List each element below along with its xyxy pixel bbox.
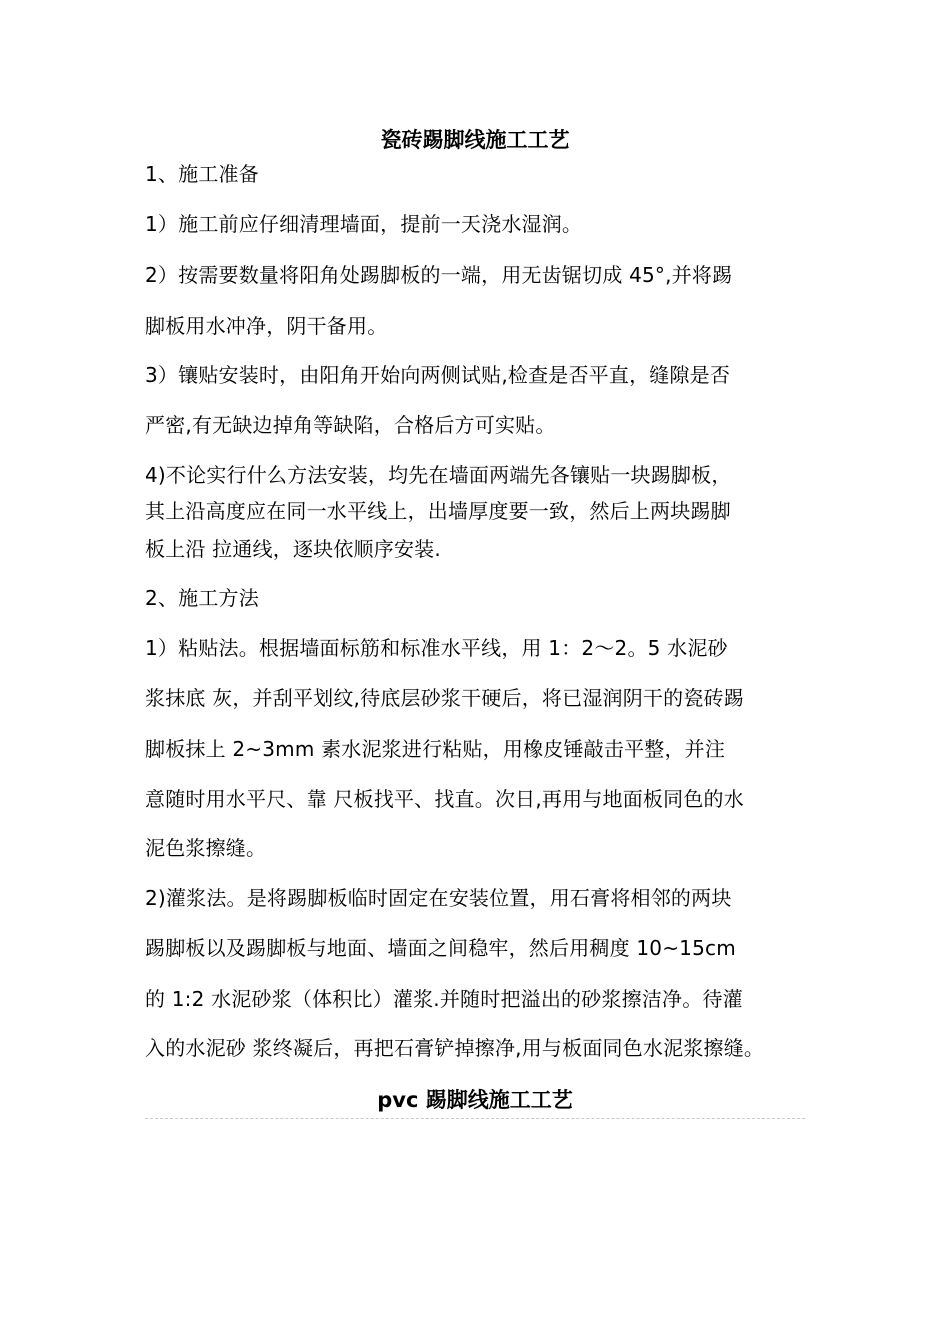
paragraph-line: 2)灌浆法。是将踢脚板临时固定在安装位置，用石膏将相邻的两块 bbox=[145, 886, 732, 910]
paragraph-line: 4)不论实行什么方法安装，均先在墙面两端先各镶贴一块踢脚板， bbox=[145, 463, 732, 487]
next-section-title: pvc 踢脚线施工工艺 bbox=[377, 1088, 573, 1112]
section-heading-preparation: 1、施工准备 bbox=[145, 162, 259, 186]
paragraph-line: 入的水泥砂 浆终凝后，再把石膏铲掉擦净,用与板面同色水泥浆擦缝。 bbox=[145, 1036, 765, 1060]
paragraph-line: 的 1:2 水泥砂浆（体积比）灌浆.并随时把溢出的砂浆擦洁净。待灌 bbox=[145, 987, 743, 1011]
paragraph-line: 1）施工前应仔细清理墙面，提前一天浇水湿润。 bbox=[145, 212, 583, 236]
document-title: 瓷砖踢脚线施工工艺 bbox=[380, 128, 570, 152]
paragraph-line: 脚板用水冲净，阴干备用。 bbox=[145, 314, 388, 338]
paragraph-line: 2）按需要数量将阳角处踢脚板的一端，用无齿锯切成 45°,并将踢 bbox=[145, 263, 733, 287]
paragraph-line: 3）镶贴安装时，由阳角开始向两侧试贴,检查是否平直，缝隙是否 bbox=[145, 363, 731, 387]
section-heading-method: 2、施工方法 bbox=[145, 586, 259, 610]
paragraph-line: 浆抹底 灰，并刮平划纹,待底层砂浆干硬后，将已湿润阴干的瓷砖踢 bbox=[145, 686, 744, 710]
paragraph-line: 踢脚板以及踢脚板与地面、墙面之间稳牢，然后用稠度 10~15cm bbox=[145, 936, 736, 960]
page-divider bbox=[145, 1118, 805, 1119]
paragraph-line: 严密,有无缺边掉角等缺陷，合格后方可实贴。 bbox=[145, 413, 556, 437]
paragraph-line: 脚板抹上 2~3mm 素水泥浆进行粘贴，用橡皮锤敲击平整，并注 bbox=[145, 737, 726, 761]
paragraph-line: 板上沿 拉通线，逐块依顺序安装. bbox=[145, 537, 441, 561]
paragraph-line: 其上沿高度应在同一水平线上，出墙厚度要一致，然后上两块踢脚 bbox=[145, 499, 731, 523]
paragraph-line: 1）粘贴法。根据墙面标筋和标准水平线，用 1：2～2。5 水泥砂 bbox=[145, 636, 728, 660]
paragraph-line: 意随时用水平尺、靠 尺板找平、找直。次日,再用与地面板同色的水 bbox=[145, 787, 744, 811]
paragraph-line: 泥色浆擦缝。 bbox=[145, 836, 267, 860]
